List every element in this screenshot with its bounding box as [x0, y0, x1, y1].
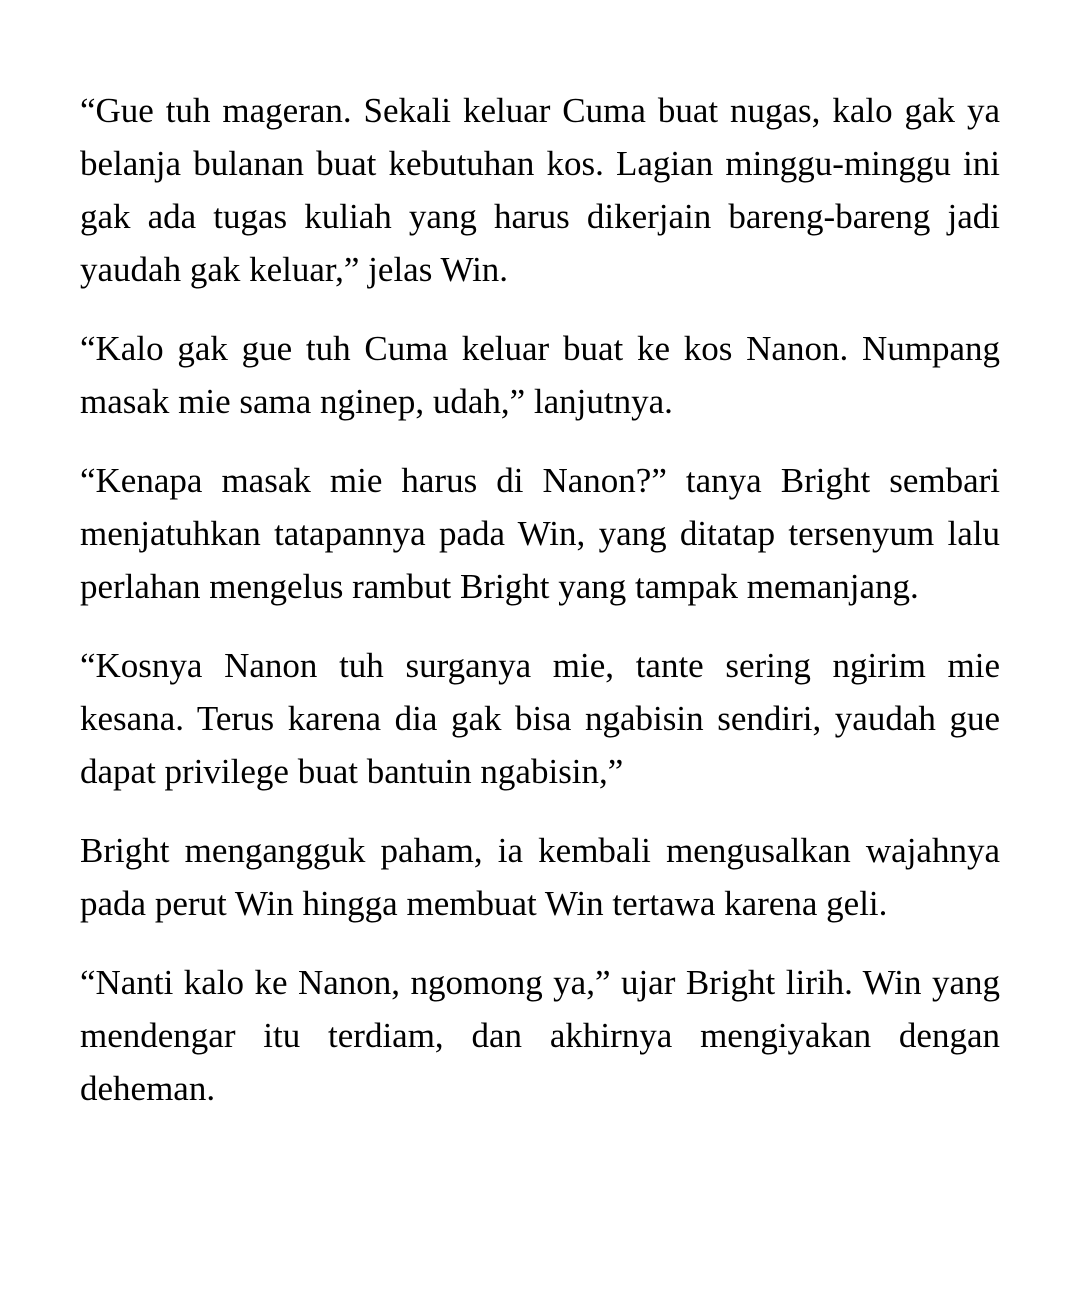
- paragraph: Bright mengangguk paham, ia kembali mengusalkan wajahnya pada perut Win hingga membuat Win tertawa karena geli.: [80, 831, 1000, 923]
- paragraph: “Kenapa masak mie harus di Nanon?” tanya Bright sembari menjatuhkan tatapannya pada Win, yang ditatap tersenyum lalu perlahan mengelus rambut Bright yang tampak memanjang.: [80, 461, 1000, 606]
- paragraph: “Nanti kalo ke Nanon, ngomong ya,” ujar Bright lirih. Win yang mendengar itu terdiam, dan akhirnya mengiyakan dengan deheman.: [80, 963, 1000, 1108]
- paragraph: “Kosnya Nanon tuh surganya mie, tante sering ngirim mie kesana. Terus karena dia gak bisa ngabisin sendiri, yaudah gue dapat privilege buat bantuin ngabisin,”: [80, 646, 1000, 791]
- document-page: [80, 84, 1000, 1115]
- paragraph: “Kalo gak gue tuh Cuma keluar buat ke kos Nanon. Numpang masak mie sama nginep, udah,” lanjutnya.: [80, 329, 1000, 421]
- paragraph: “Gue tuh mageran. Sekali keluar Cuma buat nugas, kalo gak ya belanja bulanan buat kebutuhan kos. Lagian minggu-minggu ini gak ada tugas kuliah yang harus dikerjain bareng-bareng jadi yaudah gak keluar,” jelas Win.: [80, 91, 1000, 289]
